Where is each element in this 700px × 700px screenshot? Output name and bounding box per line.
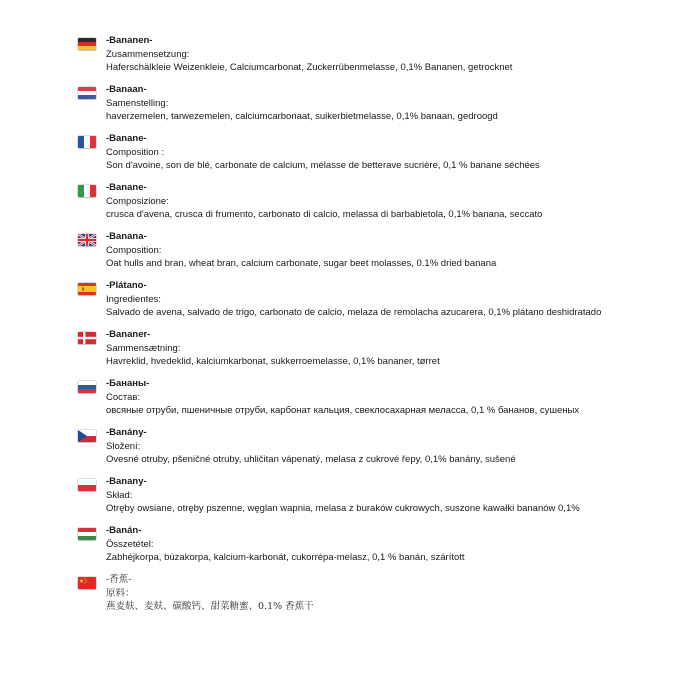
entry-ingredients: Zabhéjkorpa, búzakorpa, kalcium-karbonát, cukorrépa-melasz, 0,1 % banán, szárított: [106, 552, 465, 563]
entry-label: Sammensætning:: [106, 342, 181, 354]
entry-title: -Banane-: [106, 133, 147, 144]
uk-flag-icon: [78, 234, 96, 246]
entry-label: Composition :: [106, 146, 165, 158]
entry-title: -Plátano-: [106, 280, 147, 291]
entry-ingredients: Haferschälkleie Weizenkleie, Calciumcarbonat, Zuckerrübenmelasse, 0,1% Bananen, getrocknet: [106, 62, 513, 73]
entry-title: -Banaan-: [106, 84, 147, 95]
entry-title: -Banany-: [106, 476, 147, 487]
entry-label: Состав:: [106, 391, 141, 403]
entry-label: 原料：: [106, 587, 135, 599]
entry-ingredients: овсяные отруби, пшеничные отруби, карбонат кальция, свеклосахарная меласса, 0,1 % бананов, сушеных: [106, 405, 580, 416]
czech-flag-icon: [78, 430, 96, 442]
italy-flag-icon: [78, 185, 96, 197]
entry-title: -Бананы-: [106, 378, 150, 389]
entry-ingredients: Otręby owsiane, otręby pszenne, węglan wapnia, melasa z buraków cukrowych, suszone kawałki bananów 0,1%: [106, 503, 580, 514]
entry-title: -Bananen-: [106, 35, 153, 46]
entry-label: Composizione:: [106, 195, 169, 207]
entry-title: -香蕉-: [106, 574, 132, 585]
russia-flag-icon: [78, 381, 96, 393]
entry-ingredients: crusca d'avena, crusca di frumento, carbonato di calcio, melassa di barbabietola, 0,1% banana, seccato: [106, 209, 543, 220]
entry-label: Skład:: [106, 489, 133, 501]
china-flag-icon: [78, 577, 96, 589]
entry-ingredients: Ovesné otruby, pšeničné otruby, uhličitan vápenatý, melasa z cukrové řepy, 0,1% banány, sušené: [106, 454, 516, 465]
entry-title: -Banán-: [106, 525, 142, 536]
entry-label: Ingredientes:: [106, 293, 161, 305]
entry-label: Összetétel:: [106, 538, 154, 550]
denmark-flag-icon: [78, 332, 96, 344]
entry-ingredients: Son d'avoine, son de blé, carbonate de calcium, mélasse de betterave sucrière, 0,1 % banane séchées: [106, 160, 540, 171]
entry-ingredients: Havreklid, hvedeklid, kalciumkarbonat, sukkerroemelasse, 0,1% bananer, tørret: [106, 356, 440, 367]
spain-flag-icon: [78, 283, 96, 295]
poland-flag-icon: [78, 479, 96, 491]
hungary-flag-icon: [78, 528, 96, 540]
entry-title: -Bananer-: [106, 329, 151, 340]
entry-title: -Banány-: [106, 427, 147, 438]
france-flag-icon: [78, 136, 96, 148]
entry-label: Composition:: [106, 244, 162, 256]
entry-ingredients: haverzemelen, tarwezemelen, calciumcarbonaat, suikerbietmelasse, 0,1% banaan, gedroogd: [106, 111, 498, 122]
entry-ingredients: Oat hulls and bran, wheat bran, calcium carbonate, sugar beet molasses, 0.1% dried banana: [106, 258, 497, 269]
entry-label: Zusammensetzung:: [106, 48, 190, 60]
entry-ingredients: Salvado de avena, salvado de trigo, carbonato de calcio, melaza de remolacha azucarera, 0,1% plátano deshidratado: [106, 307, 602, 318]
entry-title: -Banana-: [106, 231, 147, 242]
entry-title: -Banane-: [106, 182, 147, 193]
entry-ingredients: 燕麦麸、麦麸、碳酸钙、甜菜糖蜜、0.1% 香蕉干: [106, 601, 314, 612]
netherlands-flag-icon: [78, 87, 96, 99]
entry-label: Samenstelling:: [106, 97, 169, 109]
germany-flag-icon: [78, 38, 96, 50]
entry-label: Složení:: [106, 440, 141, 452]
